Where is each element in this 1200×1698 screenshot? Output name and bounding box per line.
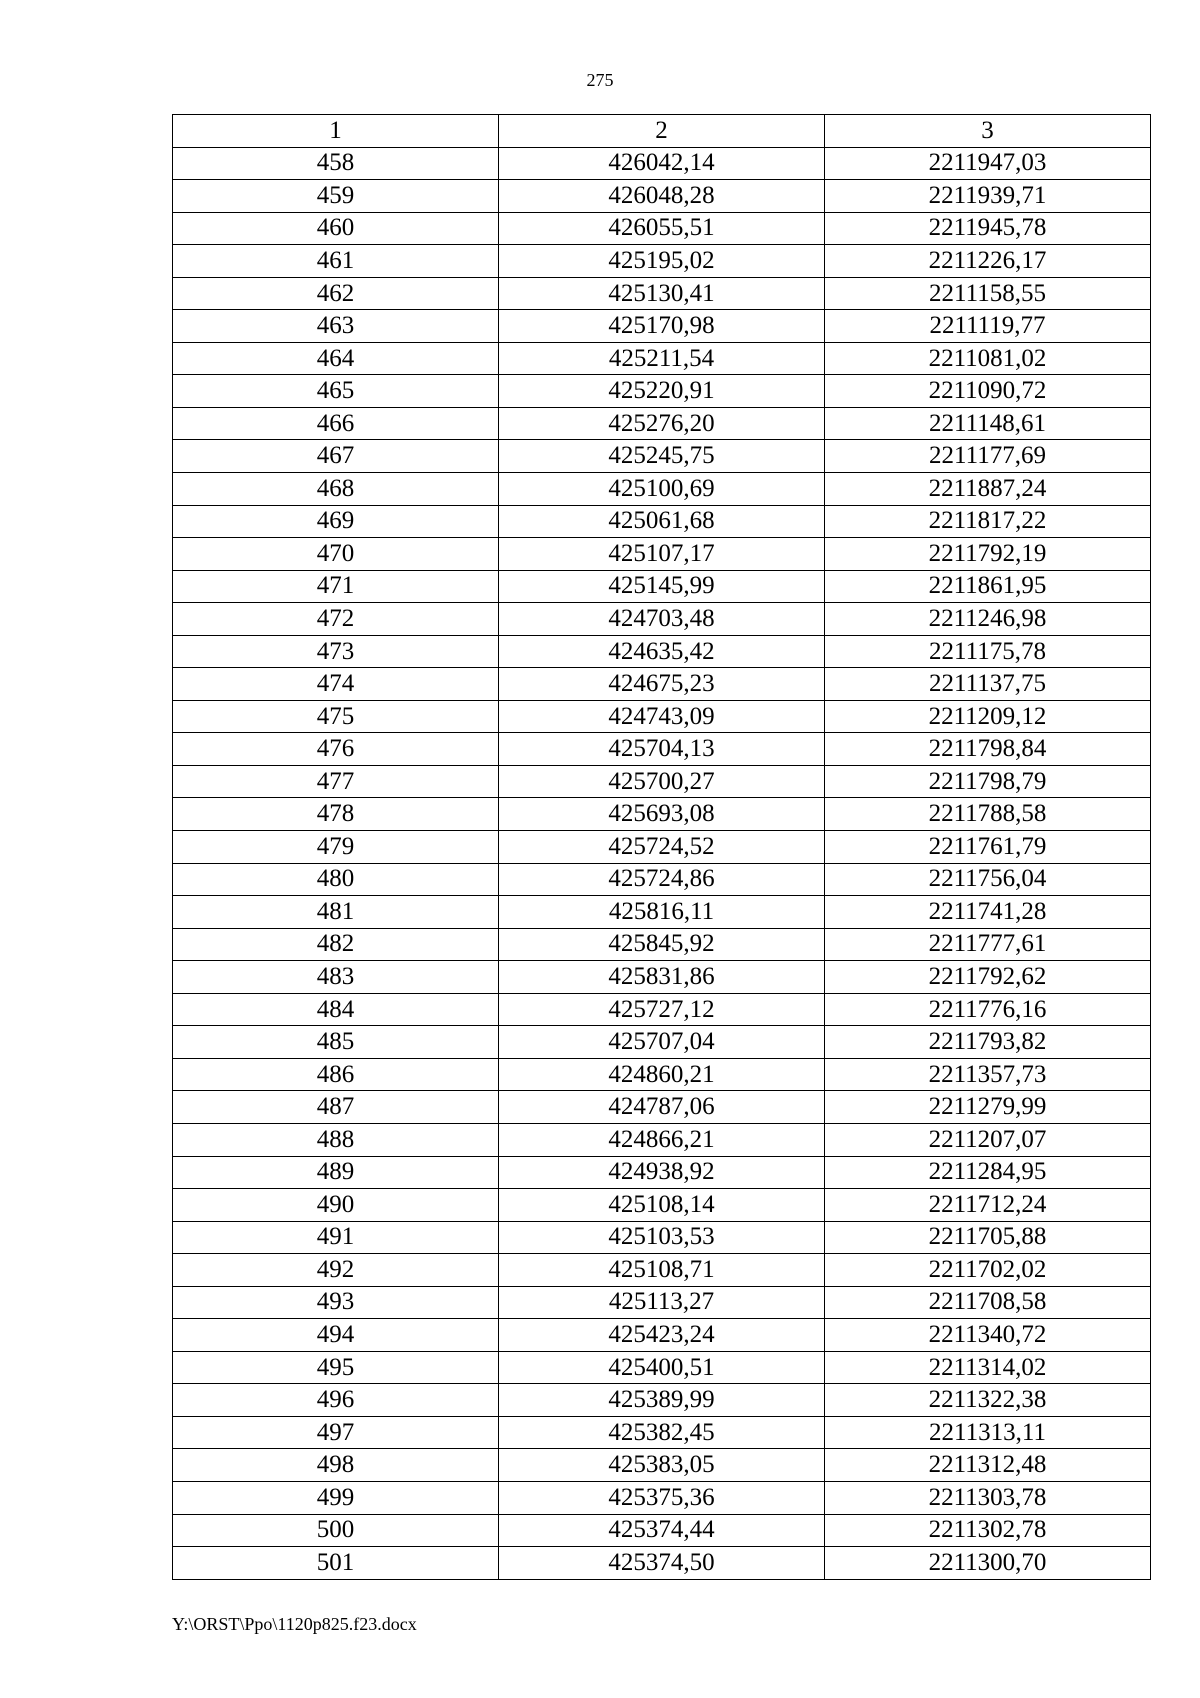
table-row	[173, 896, 1151, 929]
point-number-cell: 474	[173, 668, 499, 701]
x-coordinate-cell: 425061,68	[499, 505, 825, 538]
table-row	[173, 407, 1151, 440]
point-number-cell: 467	[173, 440, 499, 473]
footer-file-path: Y:\ORST\Ppo\1120p825.f23.docx	[172, 1614, 417, 1634]
y-coordinate-cell: 2211226,17	[825, 245, 1151, 278]
y-coordinate-cell: 2211817,22	[825, 505, 1151, 538]
x-coordinate-cell: 425389,99	[499, 1384, 825, 1417]
point-number-cell: 481	[173, 896, 499, 929]
table-row	[173, 1058, 1151, 1091]
y-coordinate-cell: 2211798,84	[825, 733, 1151, 766]
y-coordinate-cell: 2211705,88	[825, 1221, 1151, 1254]
y-coordinate-cell: 2211777,61	[825, 928, 1151, 961]
table-row	[173, 1416, 1151, 1449]
table-row	[173, 310, 1151, 343]
y-coordinate-cell: 2211756,04	[825, 863, 1151, 896]
table-row	[173, 1189, 1151, 1222]
y-coordinate-cell: 2211340,72	[825, 1319, 1151, 1352]
point-number-cell: 492	[173, 1254, 499, 1287]
point-number-cell: 462	[173, 277, 499, 310]
x-coordinate-cell: 425374,50	[499, 1547, 825, 1580]
x-coordinate-cell: 424635,42	[499, 635, 825, 668]
x-coordinate-cell: 425831,86	[499, 961, 825, 994]
x-coordinate-cell: 425724,52	[499, 831, 825, 864]
y-coordinate-cell: 2211246,98	[825, 603, 1151, 636]
table-row	[173, 505, 1151, 538]
x-coordinate-cell: 425375,36	[499, 1481, 825, 1514]
x-coordinate-cell: 426055,51	[499, 212, 825, 245]
y-coordinate-cell: 2211175,78	[825, 635, 1151, 668]
point-number-cell: 466	[173, 407, 499, 440]
y-coordinate-cell: 2211300,70	[825, 1547, 1151, 1580]
table-row	[173, 473, 1151, 506]
x-coordinate-cell: 425276,20	[499, 407, 825, 440]
table-row	[173, 863, 1151, 896]
page-number: 275	[586, 70, 614, 90]
point-number-cell: 475	[173, 700, 499, 733]
x-coordinate-cell: 425382,45	[499, 1416, 825, 1449]
point-number-cell: 483	[173, 961, 499, 994]
point-number-cell: 494	[173, 1319, 499, 1352]
table-row	[173, 375, 1151, 408]
y-coordinate-cell: 2211792,19	[825, 538, 1151, 571]
table-row	[173, 1319, 1151, 1352]
table-row	[173, 1547, 1151, 1580]
point-number-cell: 470	[173, 538, 499, 571]
x-coordinate-cell: 425727,12	[499, 993, 825, 1026]
point-number-cell: 478	[173, 798, 499, 831]
point-number-cell: 472	[173, 603, 499, 636]
point-number-cell: 486	[173, 1058, 499, 1091]
x-coordinate-cell: 425400,51	[499, 1351, 825, 1384]
coordinates-table	[172, 114, 1151, 1580]
point-number-cell: 491	[173, 1221, 499, 1254]
x-coordinate-cell: 425245,75	[499, 440, 825, 473]
point-number-cell: 460	[173, 212, 499, 245]
x-coordinate-cell: 425107,17	[499, 538, 825, 571]
point-number-cell: 463	[173, 310, 499, 343]
y-coordinate-cell: 2211798,79	[825, 765, 1151, 798]
x-coordinate-cell: 424860,21	[499, 1058, 825, 1091]
x-coordinate-cell: 425693,08	[499, 798, 825, 831]
y-coordinate-cell: 2211158,55	[825, 277, 1151, 310]
point-number-cell: 468	[173, 473, 499, 506]
y-coordinate-cell: 2211939,71	[825, 180, 1151, 213]
point-number-cell: 461	[173, 245, 499, 278]
table-row	[173, 1449, 1151, 1482]
table-row	[173, 961, 1151, 994]
table-row	[173, 700, 1151, 733]
x-coordinate-cell: 424743,09	[499, 700, 825, 733]
table-row	[173, 440, 1151, 473]
y-coordinate-cell: 2211793,82	[825, 1026, 1151, 1059]
y-coordinate-cell: 2211314,02	[825, 1351, 1151, 1384]
y-coordinate-cell: 2211761,79	[825, 831, 1151, 864]
point-number-cell: 465	[173, 375, 499, 408]
point-number-cell: 495	[173, 1351, 499, 1384]
table-row	[173, 245, 1151, 278]
table-row	[173, 1221, 1151, 1254]
point-number-cell: 487	[173, 1091, 499, 1124]
y-coordinate-cell: 2211788,58	[825, 798, 1151, 831]
table-row	[173, 1156, 1151, 1189]
x-coordinate-cell: 425700,27	[499, 765, 825, 798]
x-coordinate-cell: 424675,23	[499, 668, 825, 701]
y-coordinate-cell: 2211792,62	[825, 961, 1151, 994]
y-coordinate-cell: 2211137,75	[825, 668, 1151, 701]
y-coordinate-cell: 2211357,73	[825, 1058, 1151, 1091]
x-coordinate-cell: 425130,41	[499, 277, 825, 310]
table-row	[173, 538, 1151, 571]
table-row	[173, 798, 1151, 831]
x-coordinate-cell: 425707,04	[499, 1026, 825, 1059]
y-coordinate-cell: 2211322,38	[825, 1384, 1151, 1417]
y-coordinate-cell: 2211119,77	[825, 310, 1151, 343]
table-row	[173, 635, 1151, 668]
table-row	[173, 147, 1151, 180]
x-coordinate-cell: 424938,92	[499, 1156, 825, 1189]
x-coordinate-cell: 425195,02	[499, 245, 825, 278]
point-number-cell: 482	[173, 928, 499, 961]
table-row	[173, 765, 1151, 798]
column-header-2: 2	[499, 115, 825, 148]
table-row	[173, 993, 1151, 1026]
y-coordinate-cell: 2211090,72	[825, 375, 1151, 408]
x-coordinate-cell: 425108,14	[499, 1189, 825, 1222]
x-coordinate-cell: 425220,91	[499, 375, 825, 408]
point-number-cell: 476	[173, 733, 499, 766]
point-number-cell: 489	[173, 1156, 499, 1189]
point-number-cell: 501	[173, 1547, 499, 1580]
table-row	[173, 831, 1151, 864]
x-coordinate-cell: 425108,71	[499, 1254, 825, 1287]
y-coordinate-cell: 2211209,12	[825, 700, 1151, 733]
table-row	[173, 212, 1151, 245]
table-row	[173, 277, 1151, 310]
x-coordinate-cell: 425113,27	[499, 1286, 825, 1319]
y-coordinate-cell: 2211207,07	[825, 1123, 1151, 1156]
x-coordinate-cell: 424787,06	[499, 1091, 825, 1124]
x-coordinate-cell: 425170,98	[499, 310, 825, 343]
y-coordinate-cell: 2211741,28	[825, 896, 1151, 929]
y-coordinate-cell: 2211861,95	[825, 570, 1151, 603]
point-number-cell: 473	[173, 635, 499, 668]
x-coordinate-cell: 425100,69	[499, 473, 825, 506]
y-coordinate-cell: 2211303,78	[825, 1481, 1151, 1514]
x-coordinate-cell: 425374,44	[499, 1514, 825, 1547]
x-coordinate-cell: 425845,92	[499, 928, 825, 961]
point-number-cell: 500	[173, 1514, 499, 1547]
point-number-cell: 498	[173, 1449, 499, 1482]
x-coordinate-cell: 426048,28	[499, 180, 825, 213]
column-header-3: 3	[825, 115, 1151, 148]
y-coordinate-cell: 2211081,02	[825, 342, 1151, 375]
table-row	[173, 1026, 1151, 1059]
table-row	[173, 180, 1151, 213]
point-number-cell: 490	[173, 1189, 499, 1222]
table-row	[173, 1514, 1151, 1547]
table-row	[173, 928, 1151, 961]
point-number-cell: 458	[173, 147, 499, 180]
x-coordinate-cell: 425423,24	[499, 1319, 825, 1352]
table-row	[173, 1351, 1151, 1384]
table-row	[173, 342, 1151, 375]
column-header-1: 1	[173, 115, 499, 148]
point-number-cell: 496	[173, 1384, 499, 1417]
table-body	[173, 147, 1151, 1579]
table-row	[173, 1123, 1151, 1156]
y-coordinate-cell: 2211312,48	[825, 1449, 1151, 1482]
table-row	[173, 668, 1151, 701]
y-coordinate-cell: 2211177,69	[825, 440, 1151, 473]
y-coordinate-cell: 2211776,16	[825, 993, 1151, 1026]
table-header-row	[173, 115, 1151, 148]
x-coordinate-cell: 424866,21	[499, 1123, 825, 1156]
point-number-cell: 464	[173, 342, 499, 375]
y-coordinate-cell: 2211279,99	[825, 1091, 1151, 1124]
y-coordinate-cell: 2211313,11	[825, 1416, 1151, 1449]
table-row	[173, 1286, 1151, 1319]
point-number-cell: 459	[173, 180, 499, 213]
point-number-cell: 493	[173, 1286, 499, 1319]
y-coordinate-cell: 2211947,03	[825, 147, 1151, 180]
table-row	[173, 570, 1151, 603]
point-number-cell: 497	[173, 1416, 499, 1449]
y-coordinate-cell: 2211284,95	[825, 1156, 1151, 1189]
y-coordinate-cell: 2211945,78	[825, 212, 1151, 245]
x-coordinate-cell: 425724,86	[499, 863, 825, 896]
y-coordinate-cell: 2211148,61	[825, 407, 1151, 440]
y-coordinate-cell: 2211712,24	[825, 1189, 1151, 1222]
y-coordinate-cell: 2211702,02	[825, 1254, 1151, 1287]
table-row	[173, 733, 1151, 766]
x-coordinate-cell: 426042,14	[499, 147, 825, 180]
table-row	[173, 1091, 1151, 1124]
x-coordinate-cell: 425211,54	[499, 342, 825, 375]
point-number-cell: 479	[173, 831, 499, 864]
point-number-cell: 488	[173, 1123, 499, 1156]
x-coordinate-cell: 425704,13	[499, 733, 825, 766]
point-number-cell: 499	[173, 1481, 499, 1514]
table-row	[173, 1254, 1151, 1287]
table-row	[173, 1481, 1151, 1514]
point-number-cell: 469	[173, 505, 499, 538]
point-number-cell: 484	[173, 993, 499, 1026]
table-row	[173, 603, 1151, 636]
x-coordinate-cell: 425145,99	[499, 570, 825, 603]
point-number-cell: 485	[173, 1026, 499, 1059]
x-coordinate-cell: 425383,05	[499, 1449, 825, 1482]
y-coordinate-cell: 2211708,58	[825, 1286, 1151, 1319]
x-coordinate-cell: 424703,48	[499, 603, 825, 636]
y-coordinate-cell: 2211302,78	[825, 1514, 1151, 1547]
point-number-cell: 480	[173, 863, 499, 896]
point-number-cell: 477	[173, 765, 499, 798]
x-coordinate-cell: 425103,53	[499, 1221, 825, 1254]
table-row	[173, 1384, 1151, 1417]
y-coordinate-cell: 2211887,24	[825, 473, 1151, 506]
point-number-cell: 471	[173, 570, 499, 603]
x-coordinate-cell: 425816,11	[499, 896, 825, 929]
